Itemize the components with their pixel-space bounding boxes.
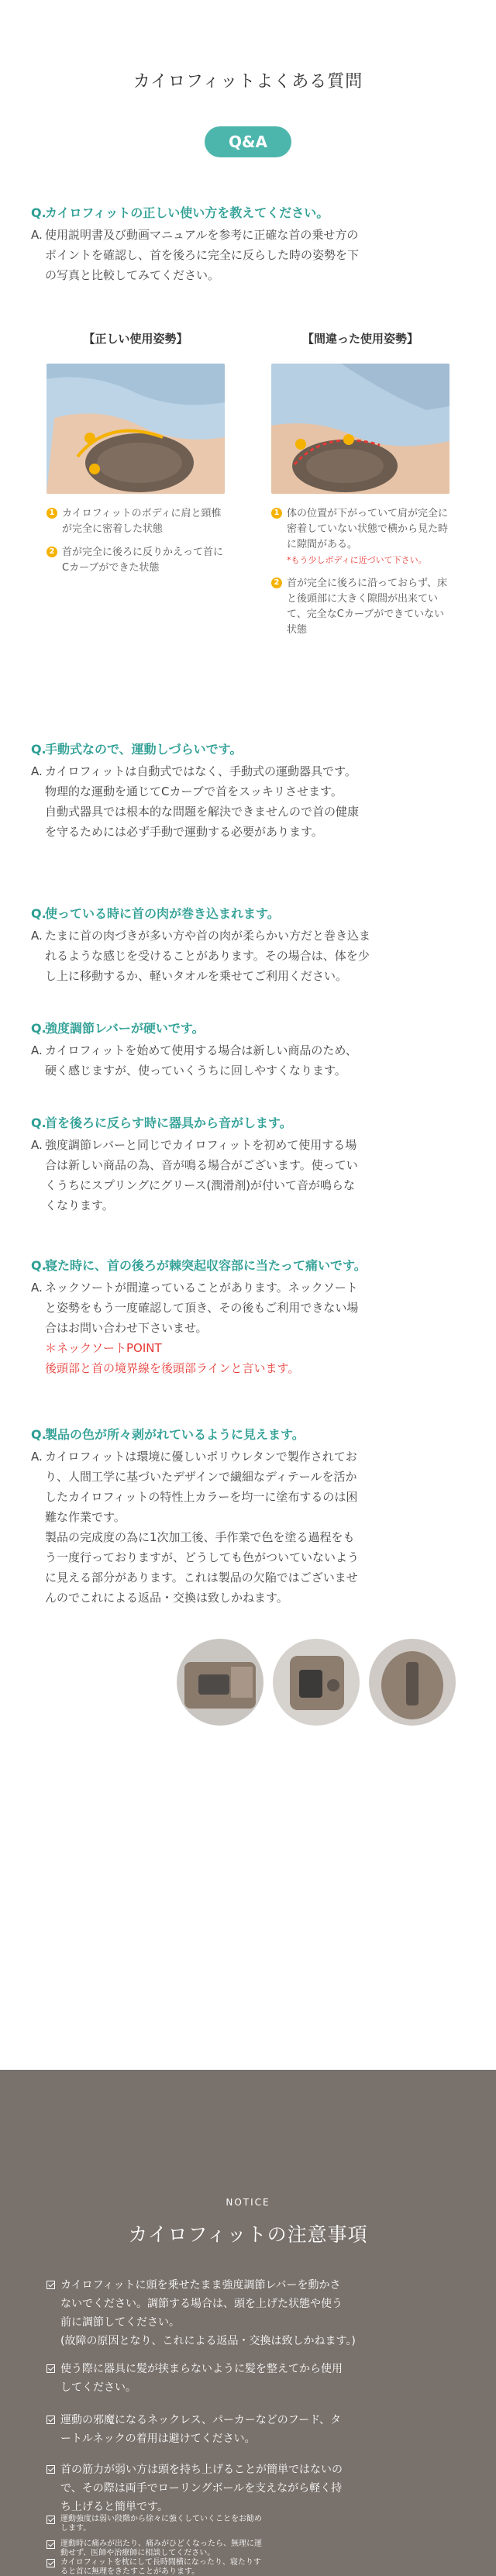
wrong-note-2: 2 首が完全に後ろに沿っておらず、床と後頭部に大きく隙間が出来ていて、完全なCカーブができていない状態	[271, 576, 450, 638]
question-6: Q.寝た時に、首の後ろが棘突起収容部に当たって痛いです。	[31, 1258, 367, 1273]
question-2: Q.手動式なので、運動しづらいです。	[31, 742, 243, 757]
correct-posture	[46, 330, 225, 576]
product-closeup-image-2	[273, 1639, 360, 1726]
answer-2: A. カイロフィットは自動式ではなく、手動式の運動器具です。 物理的な運動を通じてCカーブで首をスッキリさせます。 自動式器具では根本的な問題を解決できませんので首の健康 を守るためには必ず手動で運動する必要があります。	[31, 764, 360, 839]
question-5: Q.首を後ろに反らす時に器具から音がします。	[31, 1116, 292, 1130]
checkbox-icon	[46, 2281, 55, 2289]
notice-item-1: カイロフィットに頭を乗せたまま強度調節レバーを動かさ ないでください。調節する場合は、頭を上げた状態や使う 前に調節してください。 (故障の原因となり、これによる返品・交換は致しかねます。)	[46, 2276, 442, 2350]
question-7: Q.製品の色が所々剥がれているように見えます。	[31, 1427, 305, 1442]
question-4: Q.強度調節レバーが硬いです。	[31, 1021, 205, 1036]
page-title: カイロフィットよくある質問	[133, 72, 363, 91]
notice-item-3: 運動の邪魔になるネックレス、パーカーなどのフード、タ ートルネックの着用は避けてください。	[46, 2411, 442, 2448]
neck-sort-point: ＊ネックソートPOINT	[45, 1341, 162, 1355]
checkbox-icon	[46, 2465, 55, 2474]
product-closeup-image-1	[177, 1639, 264, 1726]
wrong-posture-heading: 【間違った使用姿勢】	[301, 332, 418, 346]
product-closeup-image-3	[369, 1639, 456, 1726]
neck-sort-point-desc: 後頭部と首の境界線を後頭部ラインと言います。	[45, 1361, 300, 1375]
answer-7: A. カイロフィットは環境に優しいポリウレタンで製作されてお り、人間工学に基づいたデザインで繊細なディテールを活か したカイロフィットの特性上カラーを均一に塗布するのは困 難な作業です。 製品の完成度の為に1次加工後、手作業で色を塗る過程をも う一度行っておりますが、どうしても色がついていないよう に見える部分があります。これは製品の欠陥ではございませ んのでこれによる返品・交換は致しかねます。	[31, 1450, 360, 1605]
answer-5: A. 強度調節レバーと同じでカイロフィットを初めて使用する場 合は新しい商品の為、音が鳴る場合がございます。使ってい くうちにスプリングにグリース(潤滑剤)が付いて音が鳴らな くなります。	[31, 1138, 358, 1212]
answer-6: A. ネックソートが間違っていることがあります。ネックソート と姿勢をもう一度確認して頂き、その後もご利用できない場 合はお問い合わせ下さいませ。 ＊ネックソートPOINT 後頭部と首の境界線を後頭部ラインと言います。	[31, 1281, 359, 1375]
qa-badge: Q&A	[205, 126, 291, 157]
notice-line: します。	[60, 2524, 91, 2533]
correct-note-1: 1 カイロフィットのボディに肩と頸椎が完全に密着した状態	[46, 506, 225, 537]
notice-item-7	[46, 2558, 442, 2576]
question-3: Q.使っている時に首の肉が巻き込まれます。	[31, 906, 280, 921]
notice-line: 運動強度は弱い段階から徐々に強くしていくことをお勧め	[60, 2515, 262, 2523]
checkbox-icon	[46, 2516, 55, 2524]
checkbox-icon	[46, 2364, 55, 2373]
correct-posture-heading: 【正しい使用姿勢】	[83, 332, 188, 346]
notice-title: カイロフィットの注意事項	[128, 2223, 368, 2246]
notice-item-6	[46, 2540, 442, 2558]
notice-line: カイロフィットを枕にして長時間横になったり、寝たりす	[60, 2558, 261, 2567]
correct-note-2: 2 首が完全に後ろに反りかえって首にCカーブができた状態	[46, 545, 225, 576]
notice-line: 動せず、医師や治療師に相談してください。	[60, 2549, 215, 2557]
notice-item-5	[46, 2515, 442, 2533]
wrong-posture	[271, 330, 450, 638]
correct-posture-photo	[46, 364, 225, 494]
notice-item-2: 使う際に器具に髪が挟まらないように髪を整えてから使用 してください。	[46, 2360, 442, 2397]
question-1: Q.カイロフィットの正しい使い方を教えてください。	[31, 205, 329, 220]
wrong-tip: *もう少しボディに近づいて下さい。	[287, 555, 427, 565]
notice-label: NOTICE	[226, 2197, 270, 2208]
checkbox-icon	[46, 2559, 55, 2567]
answer-4: A. カイロフィットを始めて使用する場合は新しい商品のため、 硬く感じますが、使っていくうちに回しやすくなります。	[31, 1043, 357, 1078]
checkbox-icon	[46, 2416, 55, 2424]
notice-item-4: 首の筋力が弱い方は頭を持ち上げることが簡単ではないの で、その際は両手でローリングボールを支えながら軽く持 ち上げると簡単です。	[46, 2460, 442, 2516]
notice-line: 運動時に痛みが出たり、痛みがひどくなったら、無理に運	[60, 2540, 262, 2548]
checkbox-icon	[46, 2540, 55, 2549]
answer-3: A. たまに首の肉づきが多い方や首の肉が柔らかい方だと巻き込ま れるような感じを受けることがあります。その場合は、体を少 し上に移動するか、軽いタオルを乗せてご利用ください。	[31, 929, 371, 983]
notice-line: ると首に無理をきたすことがあります。	[60, 2567, 200, 2576]
wrong-note-1: 1 体の位置が下がっていて肩が完全に密着していない状態で横から見た時に隙間がある。 *もう少しボディに近づいて下さい。	[271, 506, 450, 568]
answer-1: A. 使用説明書及び動画マニュアルを参考に正確な首の乗せ方の ポイントを確認し、首を後ろに完全に反らした時の姿勢を下 の写真と比較してみてください。	[31, 228, 360, 282]
wrong-posture-photo	[271, 364, 450, 494]
